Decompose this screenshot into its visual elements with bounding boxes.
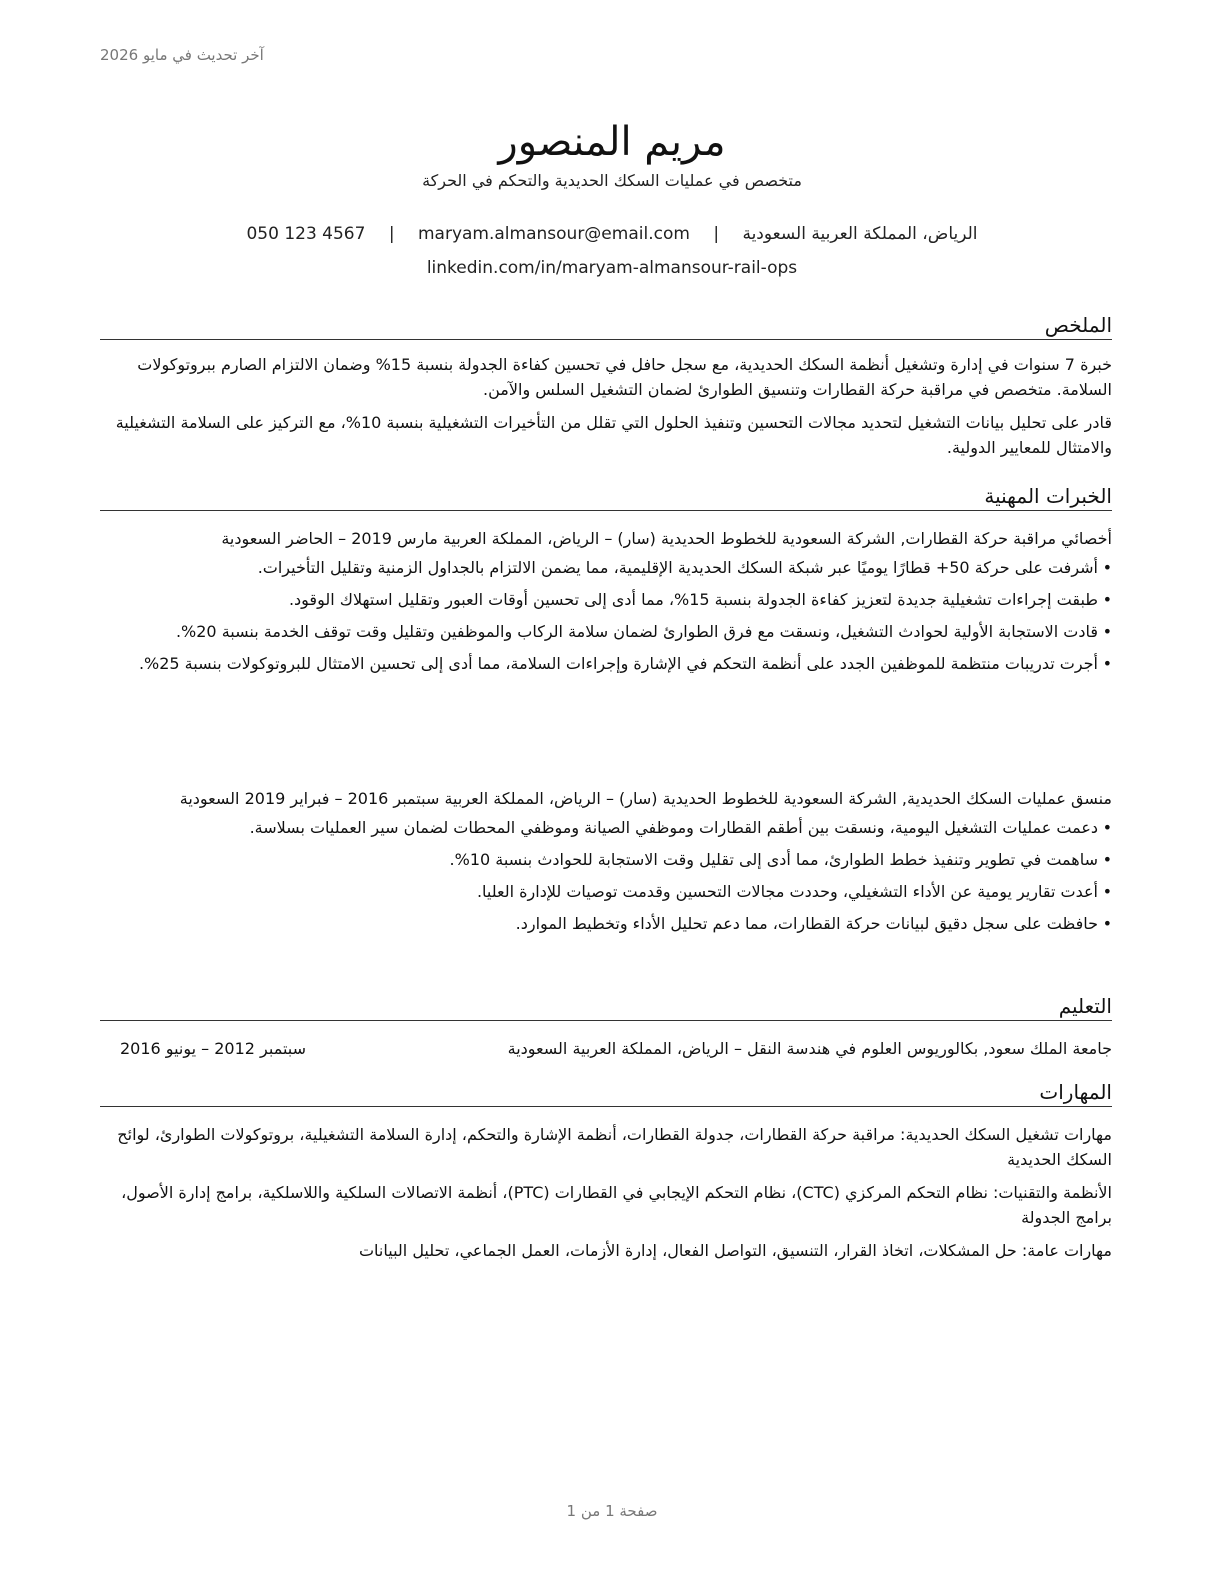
page-number: صفحة 1 من 1: [566, 1502, 658, 1520]
skills-heading: المهارات: [100, 1078, 1112, 1107]
candidate-name: مريم المنصور: [498, 118, 726, 165]
list-item: • طبقت إجراءات تشغيلية جديدة لتعزيز كفاءة الجدولة بنسبة 15%، مما أدى إلى تحسين أوقات العبور وتقليل استهلاك الوقود.: [100, 587, 1112, 612]
tagline: متخصص في عمليات السكك الحديدية والتحكم في الحركة: [422, 171, 802, 190]
education-section: [100, 1036, 1112, 1061]
summary-heading: الملخص: [100, 311, 1112, 340]
separator: |: [388, 224, 395, 244]
education-entry: [100, 1036, 1112, 1061]
contact-line: [0, 224, 1224, 244]
linkedin-link[interactable]: linkedin.com/in/maryam-almansour-rail-ops: [426, 258, 798, 278]
education-institution: جامعة الملك سعود, بكالوريوس العلوم في هندسة النقل – الرياض، المملكة العربية السعودية: [507, 1039, 1112, 1058]
last-updated: آخر تحديث في مايو 2026: [100, 46, 264, 64]
job-title-line: أخصائي مراقبة حركة القطارات, الشركة السعودية للخطوط الحديدية (سار) – الرياض، المملكة العربية مارس 2019 – الحاضر السعودية: [221, 529, 1112, 548]
skills-line: مهارات تشغيل السكك الحديدية: مراقبة حركة القطارات، جدولة القطارات، أنظمة الإشارة والتحكم، إدارة السلامة التشغيلية، بروتوكولات الطوارئ، لوائح السكك الحديدية: [117, 1125, 1112, 1169]
summary-paragraph: قادر على تحليل بيانات التشغيل لتحديد مجالات التحسين وتنفيذ الحلول التي تقلل من التأخيرات التشغيلية بنسبة 10%، مع التركيز على السلامة التشغيلية والامتثال للمعايير الدولية.: [115, 413, 1112, 457]
list-item: • دعمت عمليات التشغيل اليومية، ونسقت بين أطقم القطارات وموظفي الصيانة وموظفي المحطات لضمان سير العمليات بسلاسة.: [100, 815, 1112, 840]
job-bullets: [100, 555, 1112, 676]
list-item: • أشرفت على حركة 50+ قطارًا يوميًا عبر شبكة السكك الحديدية الإقليمية، مما يضمن الالتزام بالجداول الزمنية وتقليل التأخيرات.: [100, 555, 1112, 580]
job-title-line: منسق عمليات السكك الحديدية, الشركة السعودية للخطوط الحديدية (سار) – الرياض، المملكة العربية سبتمبر 2016 – فبراير 2019 السعودية: [179, 789, 1112, 808]
skills-line: مهارات عامة: حل المشكلات، اتخاذ القرار، التنسيق، التواصل الفعال، إدارة الأزمات، العمل الجماعي، تحليل البيانات: [358, 1241, 1112, 1260]
list-item: • أجرت تدريبات منتظمة للموظفين الجدد على أنظمة التحكم في الإشارة وإجراءات السلامة، مما أدى إلى تحسين الامتثال للبروتوكولات بنسبة 25%.: [100, 651, 1112, 676]
summary-section: [100, 352, 1112, 468]
summary-paragraph: خبرة 7 سنوات في إدارة وتشغيل أنظمة السكك الحديدية، مع سجل حافل في تحسين كفاءة الجدولة بنسبة 15% وضمان الالتزام الصارم ببروتوكولات السلامة. متخصص في مراقبة حركة القطارات وتنسيق الطوارئ لضمان التشغيل السلس والآمن.: [137, 355, 1112, 399]
phone-number: 050 123 4567: [246, 224, 366, 244]
education-heading: التعليم: [100, 992, 1112, 1021]
list-item: • قادت الاستجابة الأولية لحوادث التشغيل، ونسقت مع فرق الطوارئ لضمان سلامة الركاب والموظفين وتقليل وقت توقف الخدمة بنسبة 20%.: [100, 619, 1112, 644]
skills-line: الأنظمة والتقنيات: نظام التحكم المركزي (CTC)، نظام التحكم الإيجابي في القطارات (PTC)، أنظمة الاتصالات السلكية واللاسلكية، برامج إدارة الأصول، برامج الجدولة: [121, 1183, 1112, 1227]
experience-heading: الخبرات المهنية: [100, 482, 1112, 511]
job-entry: [100, 526, 1112, 683]
list-item: • حافظت على سجل دقيق لبيانات حركة القطارات، مما دعم تحليل الأداء وتخطيط الموارد.: [100, 911, 1112, 936]
job-bullets: [100, 815, 1112, 936]
email-link[interactable]: maryam.almansour@email.com: [417, 224, 690, 244]
location: الرياض، المملكة العربية السعودية: [742, 224, 978, 244]
separator: |: [713, 224, 720, 244]
education-dates: سبتمبر 2012 – يونيو 2016: [120, 1039, 307, 1058]
list-item: • أعدت تقارير يومية عن الأداء التشغيلي، وحددت مجالات التحسين وقدمت توصيات للإدارة العليا.: [100, 879, 1112, 904]
skills-section: [100, 1122, 1112, 1271]
job-entry: [100, 786, 1112, 943]
list-item: • ساهمت في تطوير وتنفيذ خطط الطوارئ، مما أدى إلى تقليل وقت الاستجابة للحوادث بنسبة 10%.: [100, 847, 1112, 872]
